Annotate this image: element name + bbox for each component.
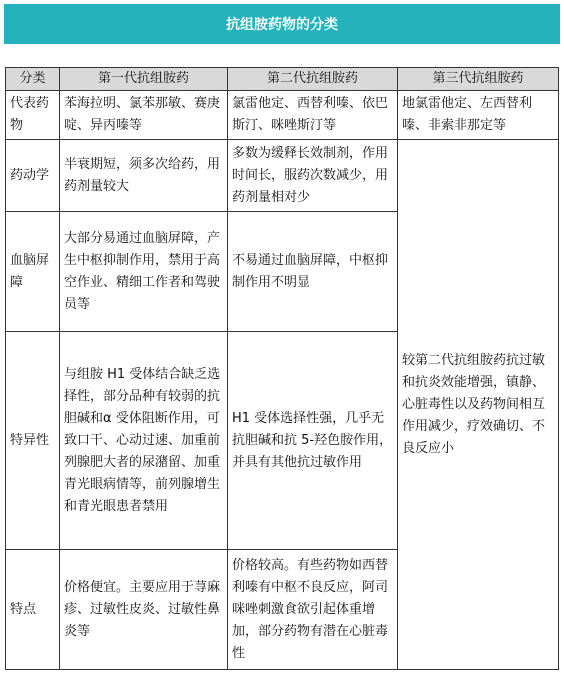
cell-gen3-merged: 较第二代抗组胺药抗过敏和抗炎效能增强，镇静、心脏毒性以及药物间相互作用减少，疗效确切、不良反应小 <box>398 140 559 670</box>
cell-gen2: 多数为缓释长效制剂，作用时间长，服药次数减少，用药剂量相对少 <box>228 140 398 212</box>
antihistamine-table <box>5 67 559 670</box>
cell-gen3: 地氯雷他定、左西替利嗪、非索非那定等 <box>398 91 559 140</box>
header-category: 分类 <box>6 68 60 91</box>
row-category: 特点 <box>6 550 60 670</box>
cell-gen1: 苯海拉明、氯苯那敏、赛庚啶、异丙嗪等 <box>60 91 228 140</box>
cell-gen1: 半衰期短，须多次给药，用药剂量较大 <box>60 140 228 212</box>
page-title: 抗组胺药物的分类 <box>4 4 560 44</box>
cell-gen1: 与组胺 H1 受体结合缺乏选择性，部分品种有较弱的抗胆碱和α 受体阻断作用，可致口干、心动过速、加重前列腺肥大者的尿潴留、加重青光眼病情等，前列腺增生和青光眼患者禁用 <box>60 332 228 550</box>
cell-gen2: H1 受体选择性强，几乎无抗胆碱和抗 5-羟色胺作用，并具有其他抗过敏作用 <box>228 332 398 550</box>
row-category: 药动学 <box>6 140 60 212</box>
row-category: 代表药物 <box>6 91 60 140</box>
table-row <box>6 91 559 140</box>
table-row <box>6 140 559 212</box>
header-gen1: 第一代抗组胺药 <box>60 68 228 91</box>
cell-gen2: 氯雷他定、西替利嗪、依巴斯汀、咪唑斯汀等 <box>228 91 398 140</box>
row-category: 特异性 <box>6 332 60 550</box>
table-header-row <box>6 68 559 91</box>
cell-gen2: 价格较高。有些药物如西替利嗪有中枢不良反应，阿司咪唑刺激食欲引起体重增加，部分药物有潜在心脏毒性 <box>228 550 398 670</box>
cell-gen1: 价格便宜。主要应用于荨麻疹、过敏性皮炎、过敏性鼻炎等 <box>60 550 228 670</box>
cell-gen2: 不易通过血脑屏障，中枢抑制作用不明显 <box>228 212 398 332</box>
header-gen3: 第三代抗组胺药 <box>398 68 559 91</box>
row-category: 血脑屏障 <box>6 212 60 332</box>
cell-gen1: 大部分易通过血脑屏障，产生中枢抑制作用，禁用于高空作业、精细工作者和驾驶员等 <box>60 212 228 332</box>
header-gen2: 第二代抗组胺药 <box>228 68 398 91</box>
